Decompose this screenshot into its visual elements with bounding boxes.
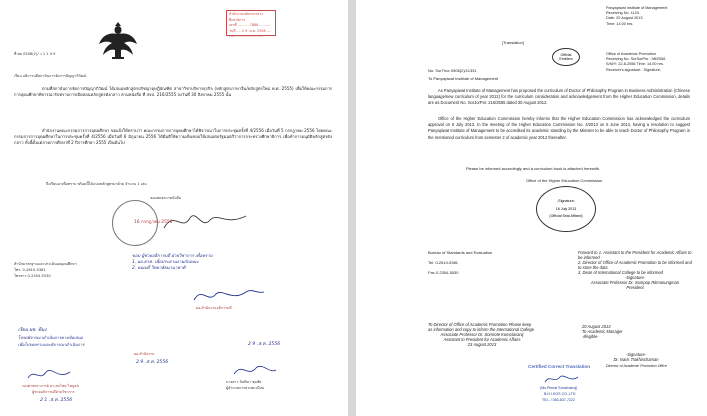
bottom-name: รองศาสตราจารย์ ดร.สมโชค ไพบูลย์ [22,384,79,388]
official-seal-text: (Official Seal Affixed) [549,214,583,219]
center-label: ผอ.สำนักงาน [134,352,155,356]
final-signature-block [576,352,696,362]
bottom-right-role: ผู้อำนวยการส่วนทะเบียน [226,386,265,390]
doc-number: No. SorThor 0506(2)/11331 [428,68,477,73]
receiving-stamp-box [226,10,276,36]
sign-signature: -Signature- [557,199,575,204]
lower-note-1: เรียน ผช. ทีมง [18,328,47,333]
forward-note-name: Associate Professor Dr. Sompop Ritmanungman [590,280,680,285]
forward-note-role: President [626,285,644,290]
final-name: Dr. Naris Trakhinchaman [613,357,659,362]
cert-name: (Ms.Pimrai Somchairoj) [540,386,578,390]
office-line: Receiver's signature: -Signature- [606,67,662,72]
recipient-block [606,6,667,27]
director-name: Associate Professor Dr. Somrote Komolavanij [440,332,524,337]
office-line: Office of Academic Promotion [606,52,656,56]
sign-date: 16 July 2013 [555,206,577,211]
recipient-line: Date: 20 August 2013 [606,16,643,21]
forward-note-1: Forward to 1. Assistant to the President for Academic Affairs to be informed [578,250,692,260]
office-line: Receiving No. SorSorPor : 98/2556 [606,57,666,62]
left-page-thai-letter [0,0,348,416]
bottom-role: ผู้ช่วยอธิการบดีฝ่ายวิชาการ [32,390,75,394]
paragraph-2: สำนักงานคณะกรรมการการอุดมศึกษา ขอแจ้งให้ทราบว่า คณะกรรมการการอุดมศึกษาได้พิจารณาในการประชุมครั้งที่ 4/2556 เมื่อวันที่ 5 กรกฎาคม 2556 โดยคณะกรรมการการอุดมศึกษาในการประชุมครั้งที่ 4/2556 เมื่อวันที่ 6 มิถุนายน 2556 ได้มีมติให้ความเห็นชอบให้เสนอต่อรัฐมนตรีว่าการกระทรวงศึกษาธิการ เพื่อทำการอนุมัติหลักสูตรดังกล่าว ทั้งนี้ตั้งแต่ภาคการศึกษาที่ 2 ปีการศึกษา 2555 เป็นต้นไป [14,128,332,146]
cert-org: B.H.I.KOS CO.,LTD. [544,392,577,396]
certified-stamp: Certified Correct Translation [528,364,591,369]
stamp-time: เวลา ........................ [229,34,263,38]
director-note [428,322,536,347]
addressee: เรียน อธิการบดีสถาบันการจัดการปัญญาภิวัฒน์ [14,74,87,78]
director-role: Assistant to President for Academic Affairs [443,337,521,342]
director-date: 23 August 2013 [467,342,497,347]
forward-note [578,250,692,290]
paragraph-2: Office of the Higher Education Commission hereby informs that the Higher Education Commission has acknowledged the curriculum approval on 5 July 2013. In the meeting of the Higher Education Commission No. 4/2013 on 6 June 2013, having a resolution to suggest Panyapiwat Institute of Management to be accredited its academic standing by the Minister to be able to teach Doctor of Philosophy Program in the mentioned curriculum from semester 2 of academic year 2012 thereafter. [428,116,690,140]
bureau-fax: Fax 0-2354-5530 [428,270,459,275]
sign-date: 16 กรกฎาคม 2556 [134,220,173,225]
bottom-right-name: นางสาว จันทิมา ชุมชัย [226,380,262,384]
forward-note-2: 2. Director of Office of Academic Promotion to be informed and to store the data [578,260,692,270]
page-gutter [348,0,356,416]
director-note-text: To Director of Office of Academic Promotion Please keep as information and copy to inform the International College [428,322,535,332]
paragraph-3: Please be informed accordingly and a curriculum book is attached herewith. [466,166,601,171]
signature-seal-oval [536,186,596,232]
paragraph-1: ตามที่สถาบันการจัดการปัญญาภิวัฒน์ ได้เสนอหลักสูตรปรัชญาดุษฎีบัณฑิต สาขาวิชาบริหารธุรกิจ (หลักสูตรภาษาจีน/หลักสูตรใหม่ พ.ศ. 2555) เพื่อให้คณะกรรมการการอุดมศึกษาพิจารณารับทราบการเปิดสอนหลักสูตรดังกล่าว ตามหนังสือ ที่ สจป. 216/2555 ลงวันที่ 30 สิงหาคม 2555 นั้น [14,86,332,98]
bottom-date: 2 1 .ส.ค. 2556 [40,398,73,403]
lower-note-2: โปรดพิจารณาดำเนินการตามข้อเสนอ [18,335,83,340]
translator-signature-icon [542,372,582,386]
handwritten-forward-note: ขอบ ผู้ช่วยอธิการบดี ฝ่ายวิชาการ เพื่อทราบ 1. ผอ.สวท. เพื่อประสานงานกับคณะ 2. คณบดี วิทยาลัยนานาชาติ [132,254,213,271]
recipient-line: Time: 14.00 hrs. [606,21,634,26]
paragraph-1: As Panyapiwat Institute of Management has proposed the curriculum of Doctor of Philosophy Program in Business Administration (Chinese language/new curriculum of year 2012) for the curriculum consideration and acknowledgement from the Higher Education Commission, details are as Document No. SorJorPor. 216/2555 dated 30 August 2012. [428,88,690,106]
cert-tel: TEL. / 083-837-7222 [542,398,575,402]
forward-note-3: 3. Dean of International College to be informed [578,270,663,275]
official-emblem-oval: Official Emblem [552,48,580,66]
office-block [606,52,665,73]
department-tel: โทร. 0-2610-5381 [14,268,46,272]
sign-office: Office of the Higher Education Commission [526,178,603,183]
regards: ขอแสดงความนับถือ [150,196,182,200]
seal-label: ผอ.สำนักงานอธิการบดี [196,306,232,310]
lower-note-3: เพื่อโปรดทราบและพิจารณาดำเนินการ [18,342,85,347]
center-date: 2 9 .ส.ค. 2556 [136,360,169,365]
recipient-line: Panyapiwat Institute of Management [606,6,668,10]
final-signature: -Signature- [625,352,647,357]
bureau-tel: Tel. 0-2610-5381 [428,260,459,265]
stamp-office: สำนักงานปลัดกระทรวงศึกษาธิการ [229,12,263,22]
closing-line: จึงเรียนมาเพื่อทราบ พร้อมนี้ได้แนบหลักสูตรมาด้วย จำนวน 1 เล่ม [46,182,147,186]
right-page-english-translation [356,0,707,416]
note-to: To Academic Manager [582,329,623,334]
garuda-emblem-icon [98,22,138,60]
doc-number: ที่ ศธ 0506(2)/ ว 1 1 4 9 [14,52,56,56]
president-signature-icon [188,284,268,308]
office-line: S/M/Y: 22-8-2556 Time: 14.00 hrs. [606,62,664,67]
academic-manager-note [582,324,652,339]
recipient-line: Receiving No. 1124 [606,11,639,16]
addressee: To Panyapiwat Institute of Management [428,76,499,81]
stamp-date: วันที่ .... 2 9 .ส.ค. 2556 .... [229,28,272,33]
translation-label: [Translation] [502,40,524,45]
department: สำนักมาตรฐานและประเมินผลอุดมศึกษา [14,262,77,266]
note-date: 20 August 2013 [582,324,611,329]
director-signature-icon [160,206,250,236]
bureau: Bureau of Standards and Evaluation [428,250,493,255]
registrar-signature-icon [230,360,280,380]
assistant-signature-icon [24,366,74,384]
department-fax: โทรสาร 0-2354-5530 [14,274,51,278]
right-date: 2 9 .ส.ค. 2556 [248,342,281,347]
stamp-number: เลขที่ .......... 7886 .......... [229,23,271,27]
final-role: Director of Academic Promotion Office [606,364,667,368]
forward-note-signature: -Signature- [624,275,646,280]
note-signature: -Illegible- [582,334,599,339]
